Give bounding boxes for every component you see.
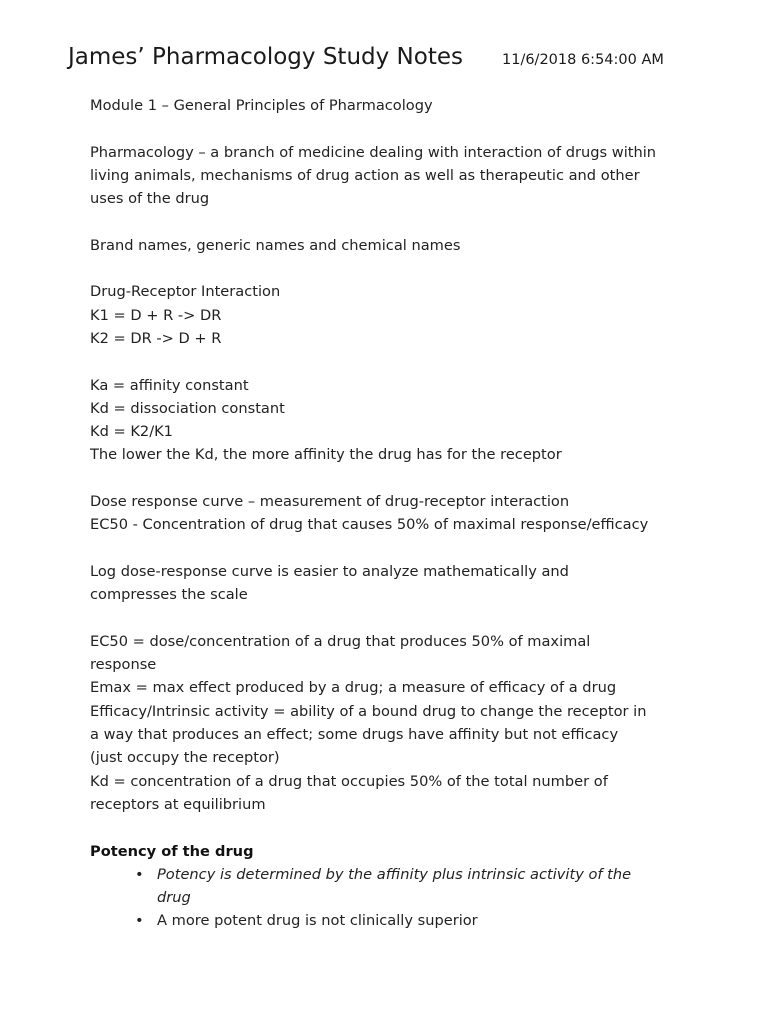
text-line: EC50 = dose/concentration of a drug that produces 50% of maximal — [90, 632, 591, 650]
potency-bullet-list — [90, 863, 690, 933]
text-line: response — [90, 656, 157, 674]
document-header — [68, 44, 708, 84]
text-line: Kd = dissociation constant — [90, 399, 285, 417]
text-line: living animals, mechanisms of drug action as well as therapeutic and other — [90, 166, 640, 184]
text-line: Kd = K2/K1 — [90, 423, 173, 441]
module-line: Module 1 – General Principles of Pharmacology — [90, 97, 433, 114]
text-line: A more potent drug is not clinically superior — [157, 912, 478, 930]
dose-response-section — [90, 490, 690, 537]
text-line: Drug-Receptor Interaction — [90, 283, 281, 301]
text-line: K2 = DR -> D + R — [90, 329, 222, 347]
text-line: K1 = D + R -> DR — [90, 306, 222, 324]
text-line: Kd = concentration of a drug that occupies 50% of the total number of — [90, 772, 608, 790]
text-line: Log dose-response curve is easier to analyze mathematically and — [90, 562, 569, 580]
text-line: compresses the scale — [90, 586, 248, 604]
text-line: Efficacy/Intrinsic activity = ability of a bound drug to change the receptor in — [90, 702, 647, 720]
text-line: Pharmacology – a branch of medicine dealing with interaction of drugs within — [90, 143, 657, 161]
drug-receptor-section — [90, 280, 690, 350]
log-dose-section — [90, 560, 690, 607]
bullet-icon: • — [135, 865, 144, 883]
list-item — [135, 863, 690, 910]
document-title: James’ Pharmacology Study Notes — [68, 44, 463, 70]
text-line: Dose response curve – measurement of drug-receptor interaction — [90, 493, 570, 511]
text-line: EC50 - Concentration of drug that causes 50% of maximal response/efficacy — [90, 516, 649, 534]
text-line: uses of the drug — [90, 190, 210, 208]
text-line: The lower the Kd, the more affinity the drug has for the receptor — [90, 446, 562, 464]
constants-section — [90, 374, 690, 467]
list-item — [135, 909, 690, 932]
text-line: Ka = affinity constant — [90, 376, 249, 394]
text-line: Emax = max effect produced by a drug; a measure of efficacy of a drug — [90, 679, 617, 697]
notes-body — [90, 94, 690, 933]
text-line: Potency is determined by the affinity plus intrinsic activity of the — [157, 865, 632, 883]
text-line: drug — [157, 889, 191, 907]
potency-heading: Potency of the drug — [90, 842, 254, 860]
text-line: receptors at equilibrium — [90, 795, 266, 813]
document-timestamp: 11/6/2018 6:54:00 AM — [502, 52, 664, 68]
names-line: Brand names, generic names and chemical names — [90, 236, 461, 254]
text-line: a way that produces an effect; some drugs have affinity but not efficacy — [90, 726, 619, 744]
definitions-section — [90, 630, 690, 816]
pharmacology-definition — [90, 141, 690, 211]
bullet-icon: • — [135, 912, 144, 930]
text-line: (just occupy the receptor) — [90, 749, 280, 767]
